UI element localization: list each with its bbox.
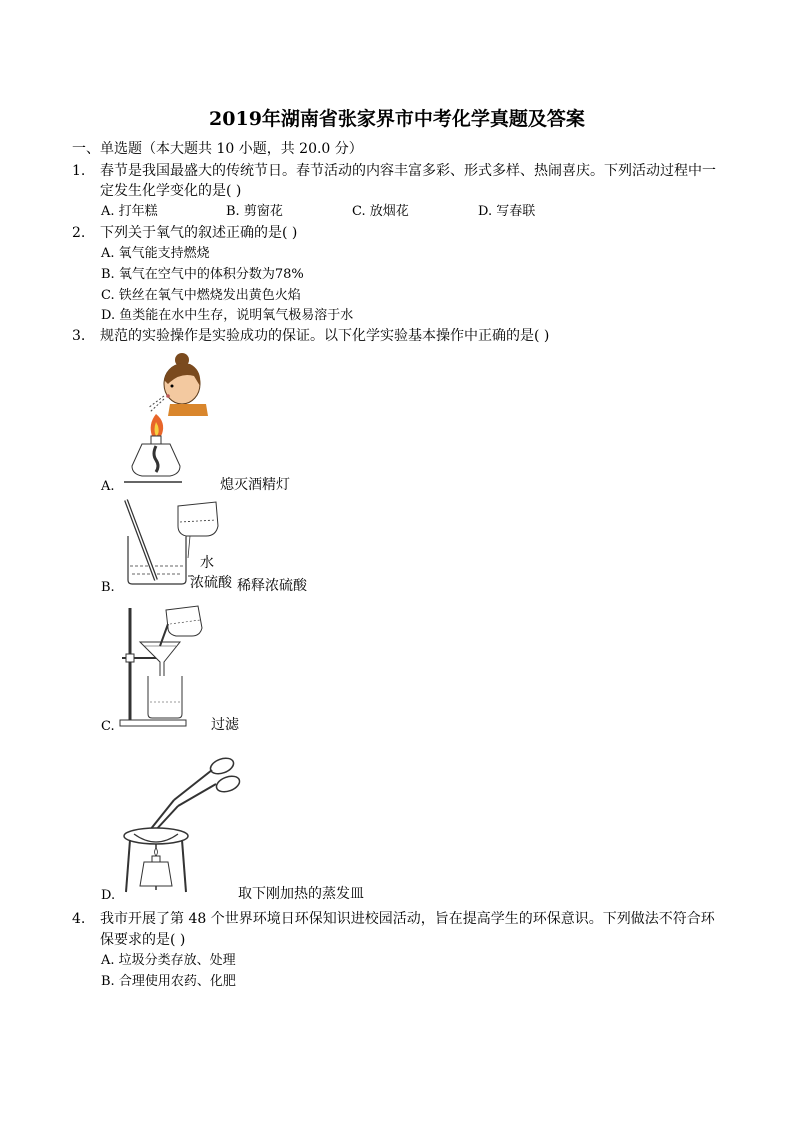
question-number: 4. [72,911,86,927]
question-text: 保要求的是( ) [100,932,186,948]
option-c: C. 放烟花 [352,204,409,219]
girl-blowing-alcohol-lamp-icon [120,350,210,490]
question-text: 定发生化学变化的是( ) [100,183,242,199]
option-b: B. 合理使用农药、化肥 [101,974,236,989]
option-d-letter: D. [101,888,116,903]
option-b: B. 氧气在空气中的体积分数为78% [101,267,304,282]
option-d-caption: 取下刚加热的蒸发皿 [238,886,364,902]
question-text: 下列关于氧气的叙述正确的是( ) [100,225,298,241]
page-title: 2019年湖南省张家界市中考化学真题及答案 [209,108,585,130]
tongs-evaporating-dish-icon [118,750,244,896]
option-c: C. 铁丝在氧气中燃烧发出黄色火焰 [101,288,301,303]
option-a: A. 垃圾分类存放、处理 [101,953,236,968]
option-b-letter: B. [101,580,115,595]
option-b-caption: 稀释浓硫酸 [237,578,307,594]
question-number: 2. [72,225,86,241]
option-c-caption: 过滤 [211,717,239,733]
option-a: A. 氧气能支持燃烧 [101,246,210,261]
option-b: B. 剪窗花 [226,204,283,219]
label-water: 水 [200,555,214,571]
filtration-apparatus-icon [118,604,218,730]
label-concentrated-acid: 浓硫酸 [190,575,232,591]
option-c-letter: C. [101,719,115,734]
option-d: D. 鱼类能在水中生存，说明氧气极易溶于水 [101,308,354,323]
question-text: 春节是我国最盛大的传统节日。春节活动的内容丰富多彩、形式多样、热闹喜庆。下列活动过程中一 [100,163,716,179]
question-text: 规范的实验操作是实验成功的保证。以下化学实验基本操作中正确的是( ) [100,328,550,344]
option-a: A. 打年糕 [101,204,158,219]
option-a-caption: 熄灭酒精灯 [220,477,290,493]
option-d: D. 写春联 [478,204,536,219]
option-a-letter: A. [101,479,115,494]
question-number: 1. [72,163,86,179]
question-number: 3. [72,328,86,344]
question-text: 我市开展了第 48 个世界环境日环保知识进校园活动，旨在提高学生的环保意识。下列做法不符合环 [100,911,715,927]
section-heading: 一、单选题（本大题共 10 小题，共 20.0 分） [72,141,363,157]
